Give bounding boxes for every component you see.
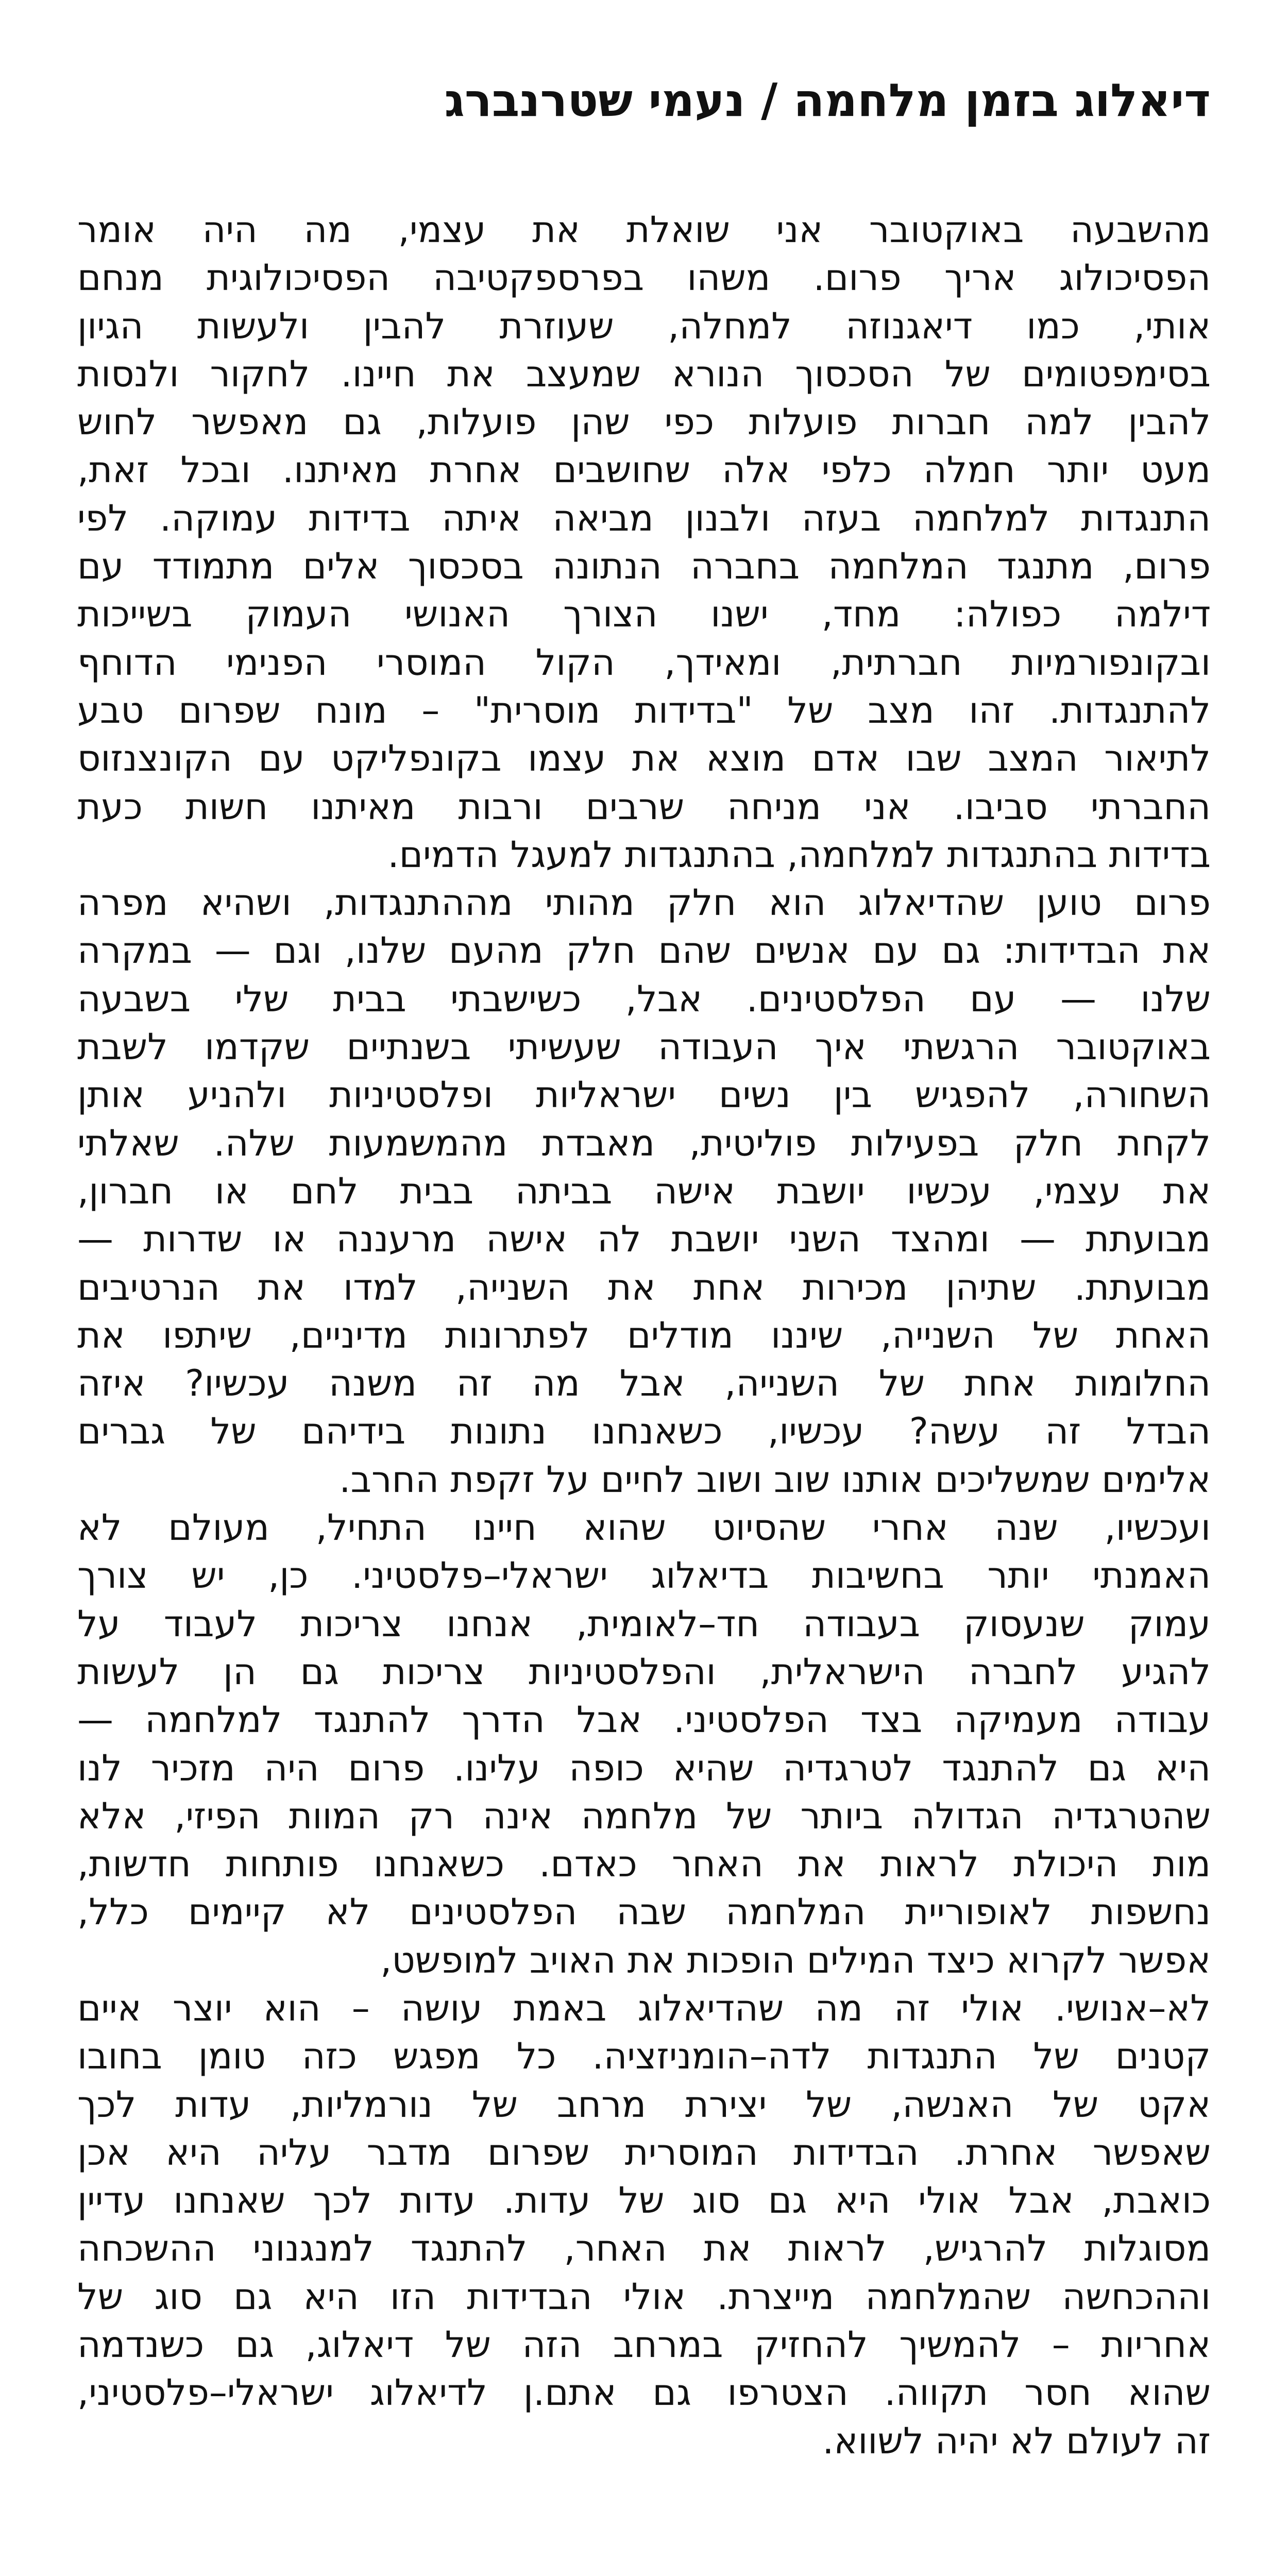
- body-line: החלומות אחת של השנייה, אבל מה זה משנה עכשיו? איזה: [77, 1362, 1211, 1405]
- body-line: נחשפות לאופוריית המלחמה שבה הפלסטינים לא קיימים כלל,: [77, 1891, 1211, 1934]
- body-line: האמנתי יותר בחשיבות בדיאלוג ישראלי–פלסטיני. כן, יש צורך: [77, 1554, 1211, 1597]
- body-line: פרום טוען שהדיאלוג הוא חלק מהותי מההתנגדות, ושהיא מפרה: [77, 882, 1211, 924]
- body-line: לא–אנושי. אולי זה מה שהדיאלוג באמת עושה – הוא יוצר איים: [77, 1987, 1211, 2029]
- body-line: מעט יותר חמלה כלפי אלה שחושבים אחרת מאיתנו. ובכל זאת,: [77, 449, 1211, 492]
- body-line: שלנו — עם הפלסטינים. אבל, כשישבתי בבית שלי בשבעה: [77, 977, 1211, 1020]
- body-line: עבודה מעמיקה בצד הפלסטיני. אבל הדרך להתנגד למלחמה —: [77, 1699, 1211, 1741]
- body-line: עמוק שנעסוק בעבודה חד–לאומית, אנחנו צריכות לעבוד על: [77, 1602, 1211, 1645]
- body-line: הבדל זה עשה? עכשיו, כשאנחנו נתונות בידיהם של גברים: [77, 1410, 1211, 1453]
- body-line: מבועתת — ומהצד השני יושבת לה אישה מרעננה או שדרות —: [77, 1218, 1211, 1261]
- body-line: היא גם להתנגד לטרגדיה שהיא כופה עלינו. פרום היה מזכיר לנו: [77, 1747, 1211, 1789]
- body-line: וההכחשה שהמלחמה מייצרת. אולי הבדידות הזו היא גם סוג של: [77, 2275, 1211, 2318]
- body-line: את עצמי, עכשיו יושבת אישה בביתה בבית לחם או חברון,: [77, 1170, 1211, 1212]
- body-line: השחורה, להפגיש בין נשים ישראליות ופלסטיניות ולהניע אותן: [77, 1074, 1211, 1116]
- body-line: מסוגלות להרגיש, לראות את האחר, להתנגד למנגנוני ההשכחה: [77, 2227, 1211, 2270]
- body-line: שאפשר אחרת. הבדידות המוסרית שפרום מדבר עליה היא אכן: [77, 2131, 1211, 2174]
- body-line: זה לעולם לא יהיה לשווא.: [822, 2419, 1211, 2462]
- body-line: מהשבעה באוקטובר אני שואלת את עצמי, מה היה אומר: [77, 209, 1211, 251]
- body-line: קטנים של התנגדות לדה–הומניזציה. כל מפגש כזה טומן בחובו: [77, 2035, 1211, 2078]
- body-line: דילמה כפולה: מחד, ישנו הצורך האנושי העמוק בשייכות: [77, 593, 1211, 636]
- body-line: בסימפטומים של הסכסוך הנורא שמעצב את חיינו. לחקור ולנסות: [77, 352, 1211, 395]
- body-line: ובקונפורמיות חברתית, ומאידך, הקול המוסרי הפנימי הדוחף: [77, 641, 1211, 684]
- body-line: מבועתת. שתיהן מכירות אחת את השנייה, למדו את הנרטיבים: [77, 1266, 1211, 1309]
- body-line: את הבדידות: גם עם אנשים שהם חלק מהעם שלנו, וגם — במקרה: [77, 929, 1211, 972]
- body-line: אותי, כמו דיאגנוזה למחלה, שעוזרת להבין ולעשות הגיון: [77, 304, 1211, 347]
- body-line: אלימים שמשליכים אותנו שוב ושוב לחיים על זקפת החרב.: [339, 1458, 1211, 1501]
- body-line: להבין למה חברות פועלות כפי שהן פועלות, גם מאפשר לחוש: [77, 401, 1211, 444]
- article-body: [77, 206, 1211, 2465]
- body-line: התנגדות למלחמה בעזה ולבנון מביאה איתה בדידות עמוקה. לפי: [77, 497, 1211, 539]
- body-line: פרום, מתנגד המלחמה בחברה הנתונה בסכסוך אלים מתמודד עם: [77, 545, 1211, 588]
- body-line: אקט של האנשה, של יצירת מרחב של נורמליות, עדות לכך: [77, 2083, 1211, 2126]
- body-line: באוקטובר הרגשתי איך העבודה שעשיתי בשנתיים שקדמו לשבת: [77, 1026, 1211, 1069]
- body-line: כואבת, אבל אולי היא גם סוג של עדות. עדות לכך שאנחנו עדיין: [77, 2179, 1211, 2222]
- body-line: החברתי סביבו. אני מניחה שרבים ורבות מאיתנו חשות כעת: [77, 785, 1211, 828]
- body-line: שהטרגדיה הגדולה ביותר של מלחמה אינה רק המוות הפיזי, אלא: [77, 1794, 1211, 1837]
- article-title: דיאלוג בזמן מלחמה / נעמי שטרנברג: [444, 74, 1211, 127]
- body-line: להגיע לחברה הישראלית, והפלסטיניות צריכות גם הן לעשות: [77, 1650, 1211, 1693]
- body-line: האחת של השנייה, שיננו מודלים לפתרונות מדיניים, שיתפו את: [77, 1314, 1211, 1357]
- body-line: ועכשיו, שנה אחרי שהסיוט שהוא חיינו התחיל, מעולם לא: [77, 1506, 1211, 1549]
- body-line: לתיאור המצב שבו אדם מוצא את עצמו בקונפליקט עם הקונצנזוס: [77, 737, 1211, 780]
- body-line: מות היכולת לראות את האחר כאדם. כשאנחנו פותחות חדשות,: [77, 1843, 1211, 1886]
- body-line: לקחת חלק בפעילות פוליטית, מאבדת מהמשמעות שלה. שאלתי: [77, 1122, 1211, 1164]
- body-line: אפשר לקרוא כיצד המילים הופכות את האויב למופשט,: [380, 1939, 1211, 1981]
- body-line: אחריות – להמשיך להחזיק במרחב הזה של דיאלוג, גם כשנדמה: [77, 2324, 1211, 2366]
- body-line: להתנגדות. זהו מצב של "בדידות מוסרית" – מונח שפרום טבע: [77, 689, 1211, 732]
- body-line: בדידות בהתנגדות למלחמה, בהתנגדות למעגל הדמים.: [387, 833, 1211, 876]
- body-line: הפסיכולוג אריך פרום. משהו בפרספקטיבה הפסיכולוגית מנחם: [77, 257, 1211, 299]
- body-line: שהוא חסר תקווה. הצטרפו גם אתם.ן לדיאלוג ישראלי–פלסטיני,: [77, 2371, 1211, 2414]
